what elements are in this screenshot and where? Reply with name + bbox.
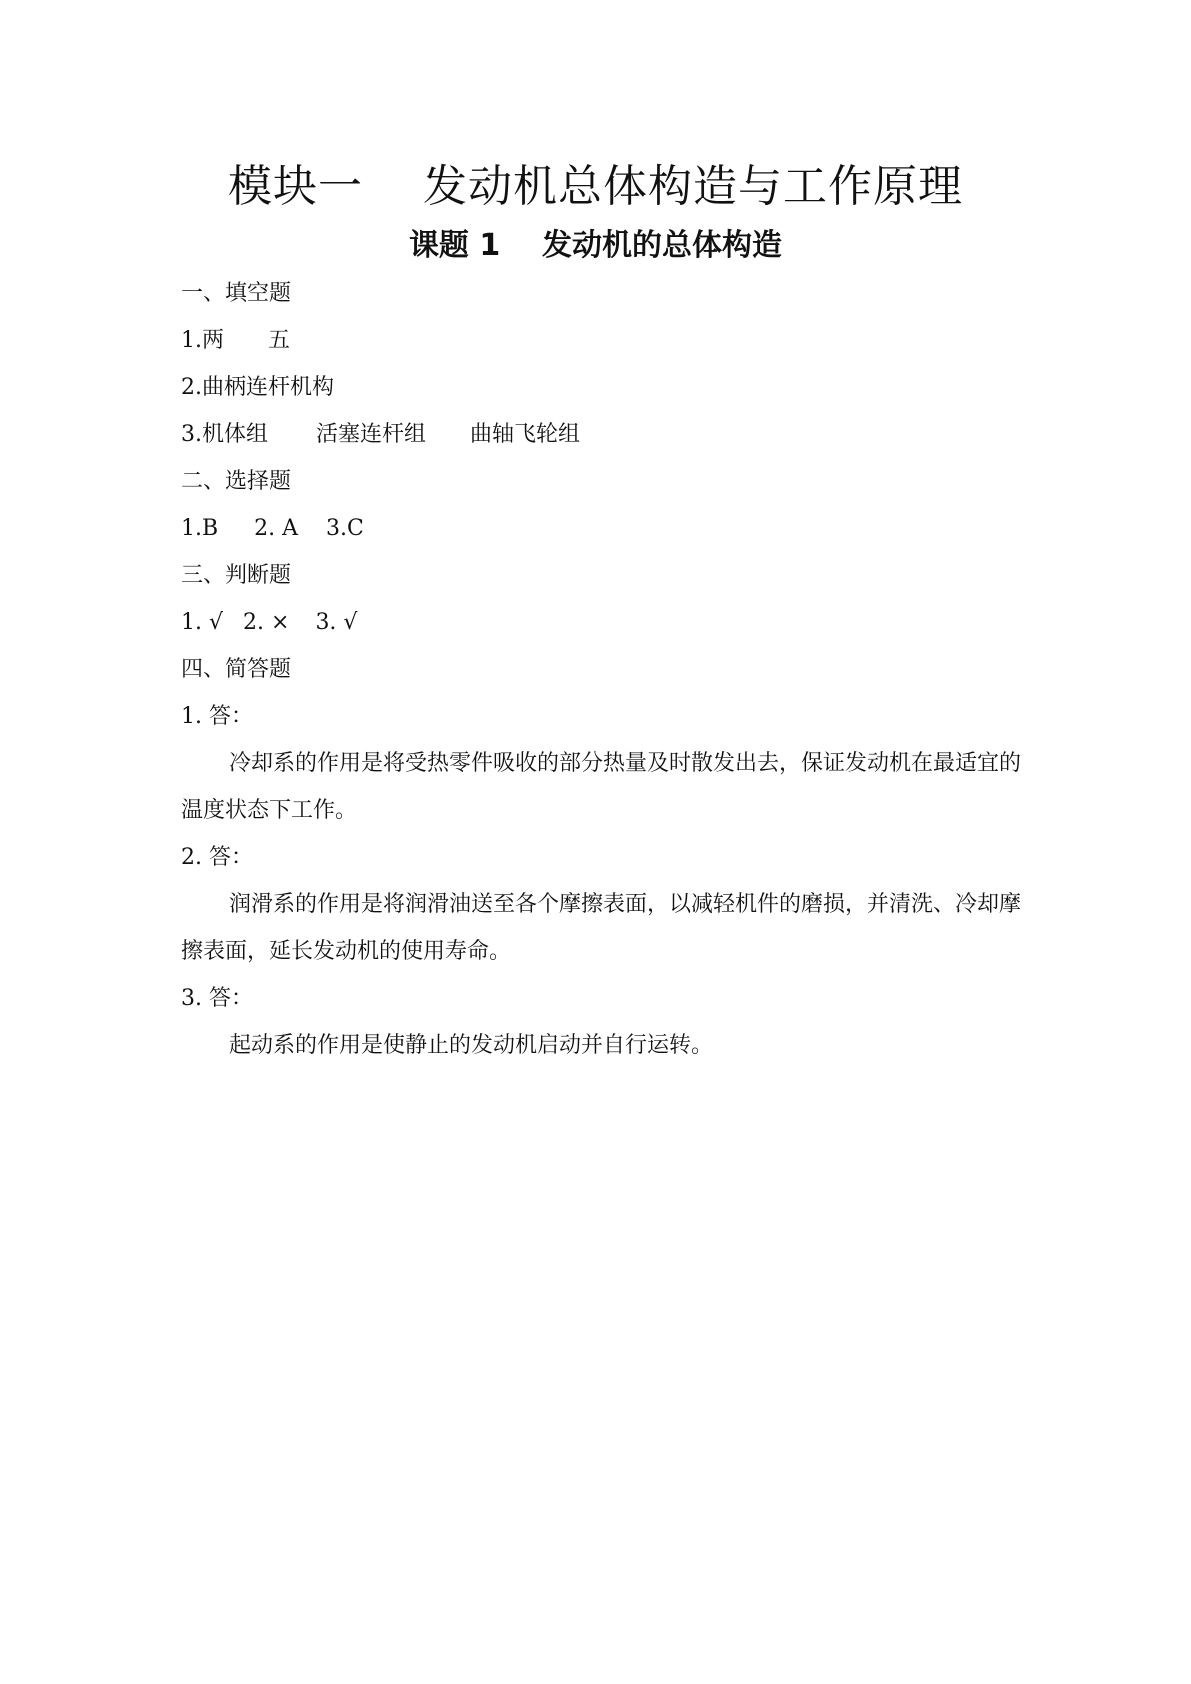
answer-text: 1. √ xyxy=(181,610,224,635)
module-title: 模块一 发动机总体构造与工作原理 xyxy=(228,161,963,212)
fill-answer-2 xyxy=(181,364,1021,411)
choice-answers xyxy=(181,505,1021,552)
section-heading-choice: 二、选择题 xyxy=(181,469,292,494)
short-answer-label-3: 3. 答： xyxy=(181,986,253,1011)
answer-text: 3. √ xyxy=(315,610,358,635)
short-answer-label-2: 2. 答： xyxy=(181,845,253,870)
answer-text: 机体组 xyxy=(202,422,269,447)
answer-text: 1.B xyxy=(181,516,219,541)
section-heading-short-answer: 四、简答题 xyxy=(181,657,292,682)
answer-text: 2. A xyxy=(254,516,299,541)
short-answer-text-2: 润滑系的作用是将润滑油送至各个摩擦表面，以减轻机件的磨损，并清洗、冷却摩擦表面，延长发动机的使用寿命。 xyxy=(181,892,1022,964)
fill-answer-3 xyxy=(181,411,1021,458)
judge-answers xyxy=(181,599,1021,646)
answer-text: 活塞连杆组 xyxy=(316,422,427,447)
section-heading-fill-blank: 一、填空题 xyxy=(181,281,292,306)
short-answer-text-1: 冷却系的作用是将受热零件吸收的部分热量及时散发出去，保证发动机在最适宜的温度状态下工作。 xyxy=(181,751,1022,823)
answer-number: 2. xyxy=(181,375,202,400)
short-answer-label-1: 1. 答： xyxy=(181,704,253,729)
answer-text: 2. × xyxy=(243,610,290,635)
answer-text: 两 xyxy=(202,328,225,353)
answer-text: 曲柄连杆机构 xyxy=(202,375,335,400)
answer-number: 1. xyxy=(181,328,202,353)
short-answer-text-3: 起动系的作用是使静止的发动机启动并自行运转。 xyxy=(229,1033,714,1058)
answer-number: 3. xyxy=(181,422,202,447)
answer-content xyxy=(181,270,1021,1069)
fill-answer-1 xyxy=(181,317,1021,364)
section-heading-judge: 三、判断题 xyxy=(181,563,292,588)
answer-text: 曲轴飞轮组 xyxy=(470,422,581,447)
answer-text: 五 xyxy=(268,328,291,353)
answer-text: 3.C xyxy=(326,516,364,541)
lesson-title: 课题 1 发动机的总体构造 xyxy=(408,228,783,263)
